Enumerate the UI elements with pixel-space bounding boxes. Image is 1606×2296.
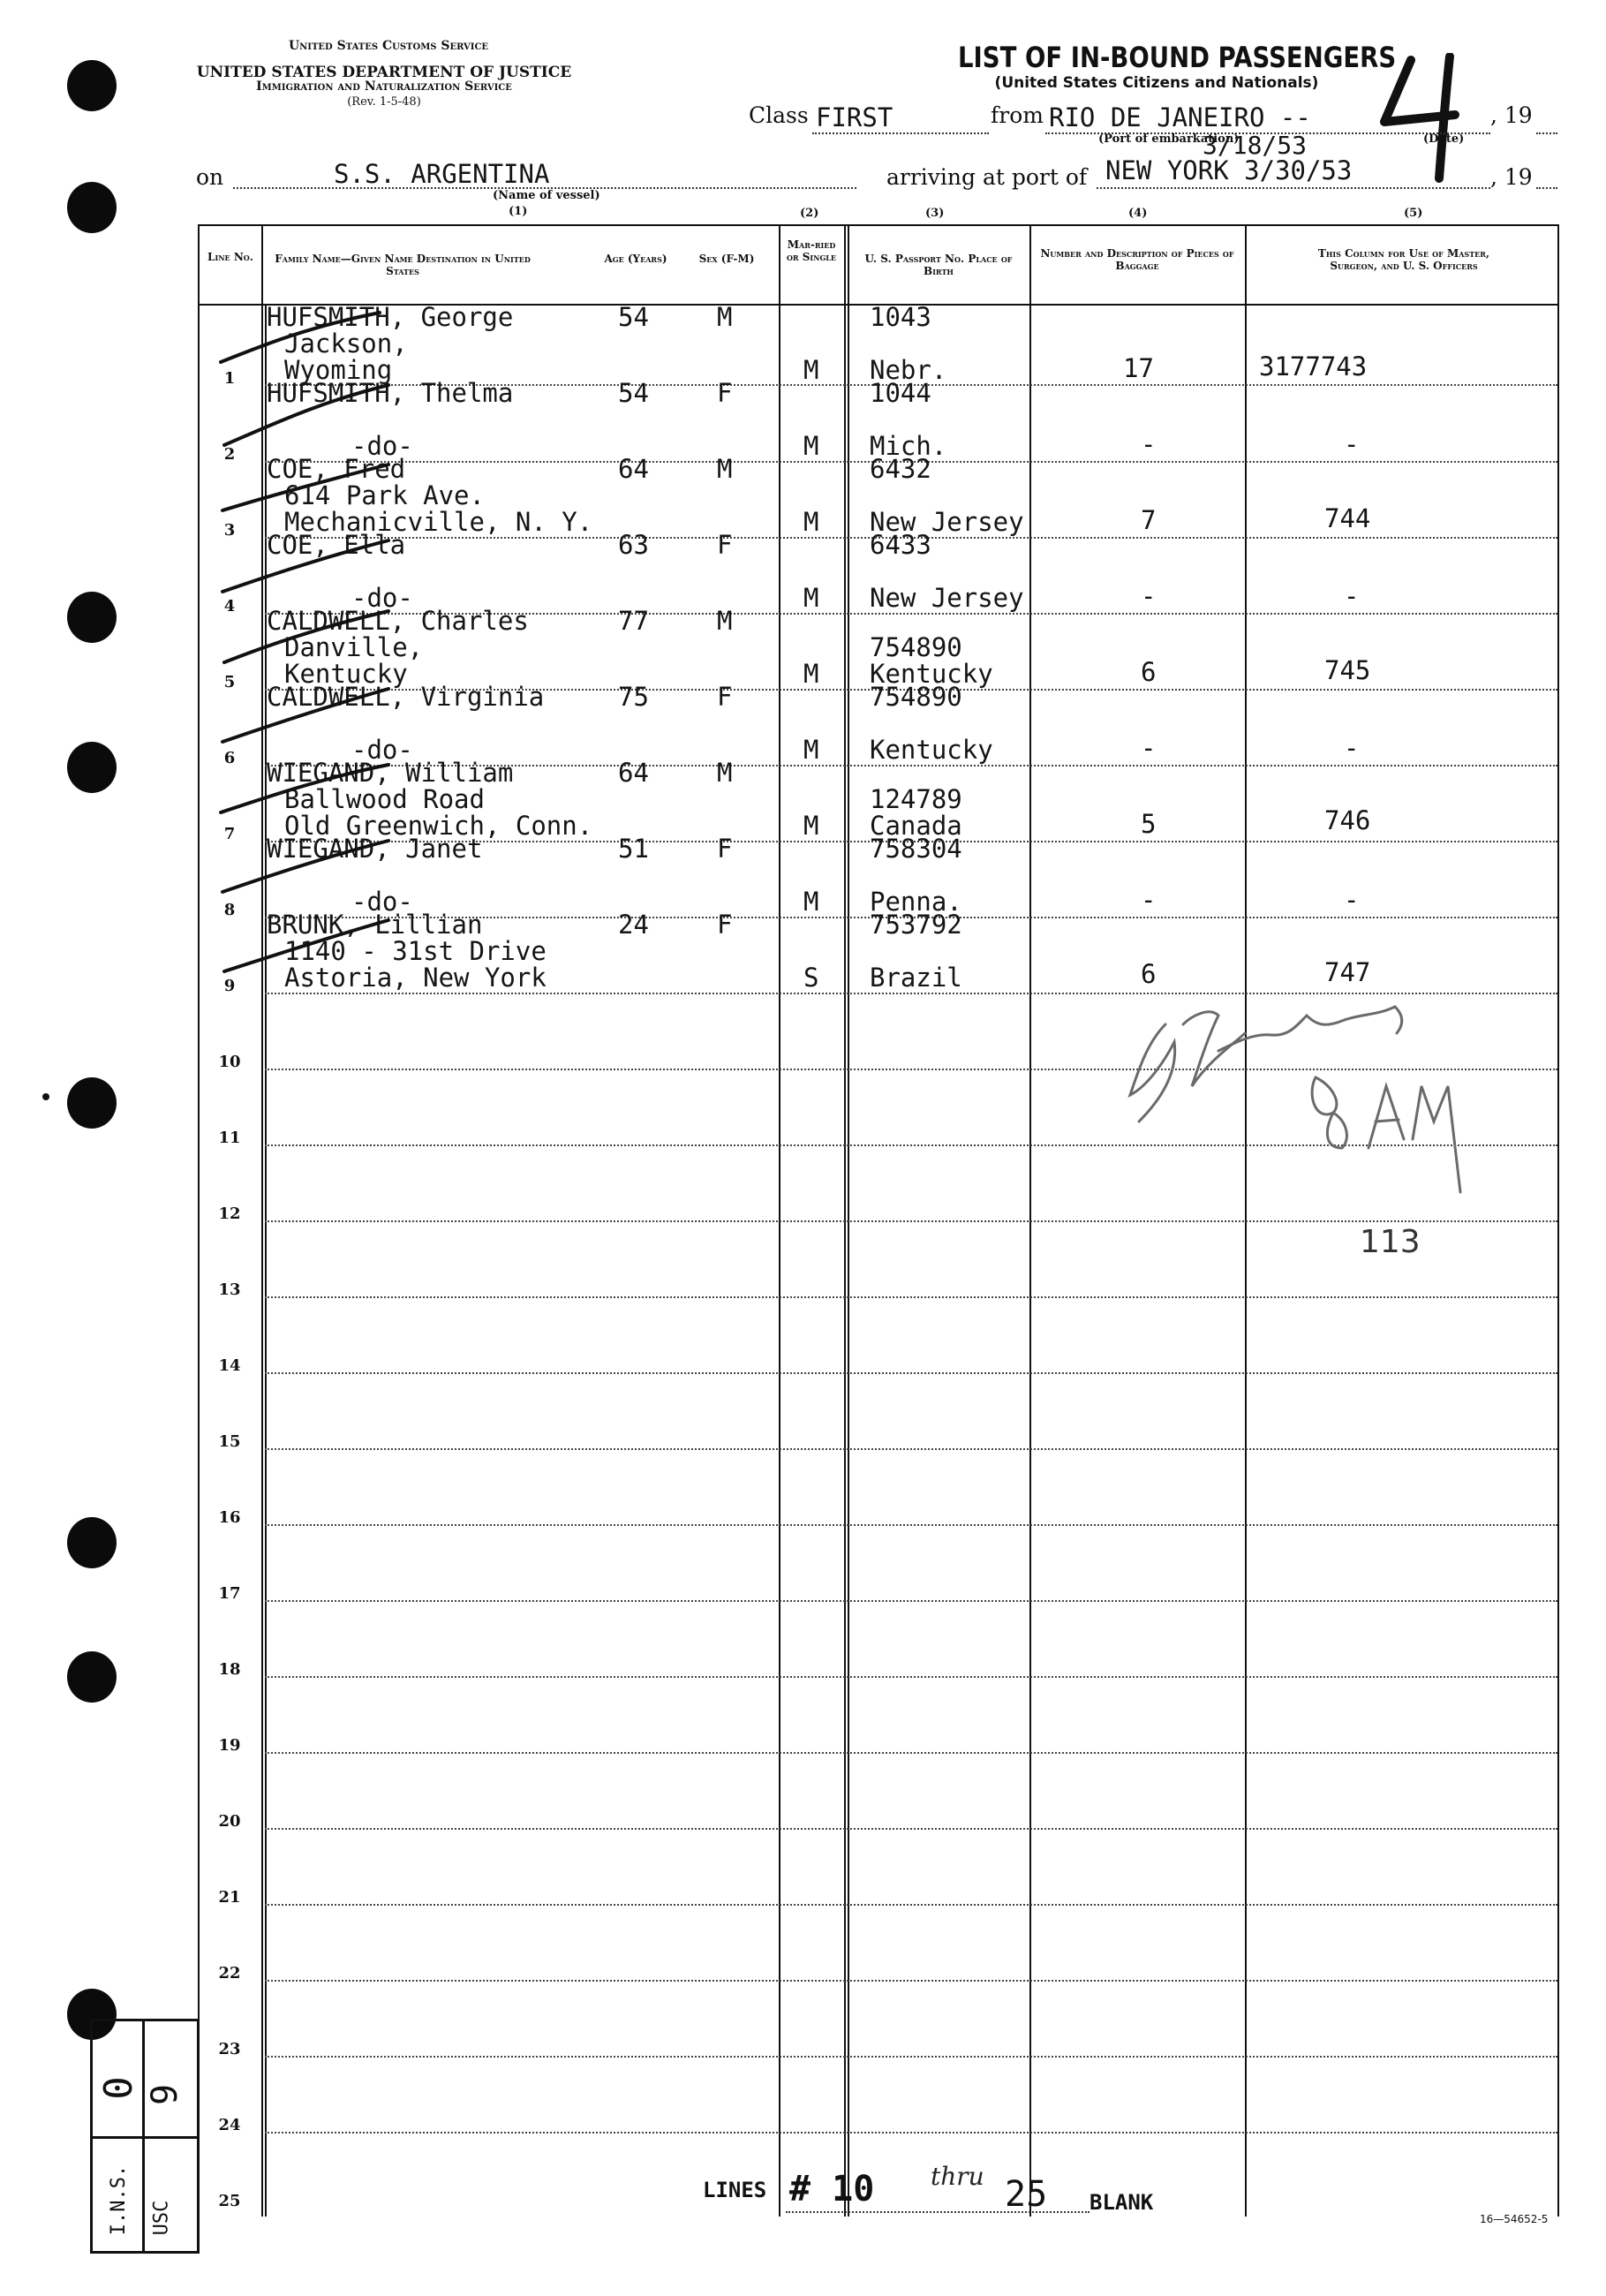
destination-line-1: Ballwood Road [284, 784, 485, 814]
row-divider [265, 1372, 1557, 1374]
line-number: 15 [218, 1432, 241, 1451]
marital-status: M [803, 811, 819, 841]
passport-number: 6432 [870, 454, 931, 484]
officer-notation: 747 [1324, 957, 1371, 987]
line-number: 5 [223, 673, 236, 691]
baggage-count: 6 [1141, 959, 1157, 989]
baggage-count: - [1141, 581, 1157, 611]
marital-status: S [803, 963, 819, 993]
destination-line-2: -do- [351, 583, 413, 613]
stamp-ins-label: I.N.S. [108, 2164, 131, 2236]
column-header-line-no: Line No. [207, 251, 253, 263]
ins-usc-stamp [90, 2019, 200, 2254]
punch-hole [67, 182, 117, 233]
stamp-usc-value: 9 [145, 2083, 186, 2106]
passenger-sex: M [717, 454, 733, 484]
baggage-count: 7 [1141, 505, 1157, 535]
passenger-age: 24 [618, 910, 649, 940]
row-divider [265, 2056, 1557, 2058]
destination-line-2: Wyoming [284, 355, 393, 385]
arrival-port: NEW YORK 3/30/53 [1105, 155, 1353, 185]
footer-lines-label: LINES [703, 2178, 767, 2202]
embarkation-caption: (Port of embarkation) [1098, 132, 1240, 146]
baggage-count: 5 [1141, 809, 1157, 839]
column-number: (2) [800, 207, 819, 220]
date-caption: (Date) [1423, 132, 1465, 146]
year-field: , 19 [1490, 164, 1533, 190]
passenger-age: 77 [618, 606, 649, 636]
handwritten-page-number [1377, 53, 1474, 185]
passenger-sex: F [717, 378, 733, 408]
handwritten-checkmarks [212, 300, 583, 998]
column-number: (4) [1128, 207, 1148, 220]
destination-line-2: Mechanicville, N. Y. [284, 507, 593, 537]
line-number: 3 [223, 521, 236, 540]
footer-underline [786, 2211, 1090, 2213]
table-right-border [1557, 224, 1559, 2217]
revision-label: (Rev. 1-5-48) [347, 95, 421, 109]
passenger-age: 54 [618, 378, 649, 408]
passport-number: 124789 [870, 784, 962, 814]
footer-thru: thru [931, 2162, 984, 2191]
line-number: 14 [218, 1356, 241, 1375]
line-number: 13 [218, 1280, 241, 1299]
line-number: 12 [218, 1205, 241, 1223]
punch-hole [67, 1651, 117, 1703]
officer-notation: - [1344, 885, 1360, 915]
year-field: , 19 [1490, 102, 1533, 128]
place-of-birth: New Jersey [870, 507, 1024, 537]
stamp-usc-label: USC [150, 2200, 173, 2236]
passenger-age: 51 [618, 834, 649, 864]
passenger-age: 64 [618, 454, 649, 484]
department-label: UNITED STATES DEPARTMENT OF JUSTICE [196, 64, 572, 81]
column-number: (5) [1404, 207, 1423, 220]
passenger-sex: F [717, 834, 733, 864]
punch-hole [67, 1517, 117, 1568]
place-of-birth: New Jersey [870, 583, 1024, 613]
passport-number: 6433 [870, 530, 931, 560]
place-of-birth: Kentucky [870, 735, 993, 765]
baggage-count: - [1141, 885, 1157, 915]
line-number: 24 [218, 2116, 241, 2134]
destination-line-1: Danville, [284, 632, 424, 662]
vessel-caption: (Name of vessel) [493, 189, 600, 202]
handwritten-signature [1112, 989, 1483, 1201]
row-divider [265, 2132, 1557, 2134]
baggage-count: - [1141, 733, 1157, 763]
form-title: LIST OF IN-BOUND PASSENGERS [958, 41, 1397, 74]
form-code: 16—54652-5 [1480, 2213, 1549, 2225]
passenger-name: COE, Fred [267, 454, 406, 484]
margin-mark [42, 1093, 49, 1100]
punch-hole [67, 1077, 117, 1129]
class-value: FIRST [816, 102, 893, 132]
row-divider [265, 1448, 1557, 1450]
destination-line-1: 1140 - 31st Drive [284, 936, 547, 966]
destination-line-2: -do- [351, 431, 413, 461]
line-number: 10 [218, 1053, 241, 1071]
line-number: 11 [218, 1129, 241, 1147]
line-number: 2 [223, 445, 236, 464]
destination-line-1: Jackson, [284, 329, 408, 359]
marital-status: M [803, 583, 819, 613]
passenger-sex: F [717, 530, 733, 560]
place-of-birth: Brazil [870, 963, 962, 993]
marital-status: M [803, 431, 819, 461]
embarkation-date: 3/18/53 [1203, 131, 1308, 160]
passenger-age: 54 [618, 302, 649, 332]
passport-number: 754890 [870, 682, 962, 712]
class-label: Class [749, 102, 809, 128]
year-underline [1536, 132, 1557, 134]
line-number: 7 [223, 825, 236, 843]
column-header-officers: This Column for Use of Master, Surgeon, and U. S. Officers [1317, 247, 1490, 272]
column-header-marital: Mar-ried or Single [786, 238, 837, 263]
row-divider [265, 1828, 1557, 1830]
line-number: 9 [223, 977, 236, 995]
baggage-count: 17 [1123, 353, 1154, 383]
column-number: (3) [925, 207, 945, 220]
destination-line-2: Old Greenwich, Conn. [284, 811, 593, 841]
line-number: 8 [223, 901, 236, 919]
arriving-label: arriving at port of [886, 164, 1088, 190]
passenger-name: BRUNK, Lillian [267, 910, 483, 940]
passenger-age: 63 [618, 530, 649, 560]
row-divider [265, 1904, 1557, 1906]
footer-blank-value: 25 [1005, 2174, 1048, 2215]
place-of-birth: Kentucky [870, 659, 993, 689]
line-number: 25 [218, 2192, 241, 2210]
passenger-name: COE, Ella [267, 530, 406, 560]
form-subtitle: (United States Citizens and Nationals) [994, 74, 1319, 92]
passport-number: 758304 [870, 834, 962, 864]
row-divider [265, 1752, 1557, 1754]
table-left-border [198, 224, 200, 2217]
officer-notation: 3177743 [1259, 351, 1368, 381]
footer-lines-value: # 10 [789, 2169, 875, 2209]
customs-service-label: United States Customs Service [288, 39, 489, 53]
column-header-age: Age (Years) [604, 253, 667, 265]
ins-label: Immigration and Naturalization Service [256, 79, 512, 94]
row-divider [265, 1524, 1557, 1526]
passenger-sex: M [717, 758, 733, 788]
marital-status: M [803, 735, 819, 765]
punch-hole [67, 742, 117, 793]
passenger-age: 64 [618, 758, 649, 788]
destination-line-2: -do- [351, 887, 413, 917]
row-divider [265, 1296, 1557, 1298]
passport-number: 753792 [870, 910, 962, 940]
officer-notation: 744 [1324, 503, 1371, 533]
line-number: 22 [218, 1964, 241, 1983]
destination-line-2: Astoria, New York [284, 963, 547, 993]
table-top-border [198, 224, 1559, 226]
passport-number: 1044 [870, 378, 931, 408]
year-underline [1536, 187, 1557, 189]
place-of-birth: Canada [870, 811, 962, 841]
line-number: 16 [218, 1508, 241, 1527]
line-number: 17 [218, 1584, 241, 1603]
passenger-name: HUFSMITH, Thelma [267, 378, 514, 408]
line-number: 1 [223, 369, 236, 388]
port-of-embarkation: RIO DE JANEIRO -- [1049, 102, 1311, 132]
place-of-birth: Penna. [870, 887, 962, 917]
line-number: 6 [223, 749, 236, 767]
destination-line-2: Kentucky [284, 659, 408, 689]
officer-notation: - [1344, 733, 1360, 763]
officer-notation: - [1344, 429, 1360, 459]
from-label: from [991, 102, 1044, 128]
punch-hole [67, 60, 117, 111]
footer-blank-label: BLANK [1090, 2190, 1154, 2215]
column-header-baggage: Number and Description of Pieces of Baggage [1040, 247, 1234, 272]
handwritten-count: 113 [1360, 1224, 1421, 1260]
officer-notation: 745 [1324, 655, 1371, 685]
arrival-underline [1097, 187, 1490, 189]
passenger-name: CALDWELL, Charles [267, 606, 529, 636]
officer-notation: 746 [1324, 805, 1371, 835]
passenger-name: CALDWELL, Virginia [267, 682, 545, 712]
passport-number: 754890 [870, 632, 962, 662]
passenger-sex: M [717, 302, 733, 332]
officer-notation: - [1344, 581, 1360, 611]
line-number: 20 [218, 1812, 241, 1831]
row-divider [265, 1600, 1557, 1602]
destination-line-2: -do- [351, 735, 413, 765]
vessel-name: S.S. ARGENTINA [334, 159, 550, 189]
passenger-name: HUFSMITH, George [267, 302, 514, 332]
passenger-name: WIEGAND, Janet [267, 834, 483, 864]
column-header-name: Family Name—Given Name Destination in United States [275, 253, 531, 277]
baggage-count: 6 [1141, 657, 1157, 687]
column-header-sex: Sex (F-M) [698, 253, 755, 265]
marital-status: M [803, 355, 819, 385]
line-number: 19 [218, 1736, 241, 1755]
line-number: 4 [223, 597, 236, 616]
column-number: (1) [509, 205, 528, 218]
passenger-sex: F [717, 910, 733, 940]
passenger-sex: M [717, 606, 733, 636]
place-of-birth: Nebr. [870, 355, 947, 385]
on-label: on [196, 164, 224, 190]
class-underline [812, 132, 989, 134]
destination-line-1: 614 Park Ave. [284, 480, 485, 510]
marital-status: M [803, 887, 819, 917]
baggage-count: - [1141, 429, 1157, 459]
row-divider [265, 1676, 1557, 1678]
passenger-sex: F [717, 682, 733, 712]
passport-number: 1043 [870, 302, 931, 332]
line-number: 21 [218, 1888, 241, 1907]
column-header-passport: U. S. Passport No. Place of Birth [864, 253, 1013, 277]
place-of-birth: Mich. [870, 431, 947, 461]
punch-hole [67, 592, 117, 643]
marital-status: M [803, 659, 819, 689]
passenger-name: WIEGAND, William [267, 758, 514, 788]
stamp-ins-value: 0 [95, 2076, 141, 2100]
line-number: 23 [218, 2040, 241, 2058]
row-divider [265, 1980, 1557, 1982]
row-divider [265, 1220, 1557, 1222]
marital-status: M [803, 507, 819, 537]
line-number: 18 [218, 1660, 241, 1679]
passenger-age: 75 [618, 682, 649, 712]
